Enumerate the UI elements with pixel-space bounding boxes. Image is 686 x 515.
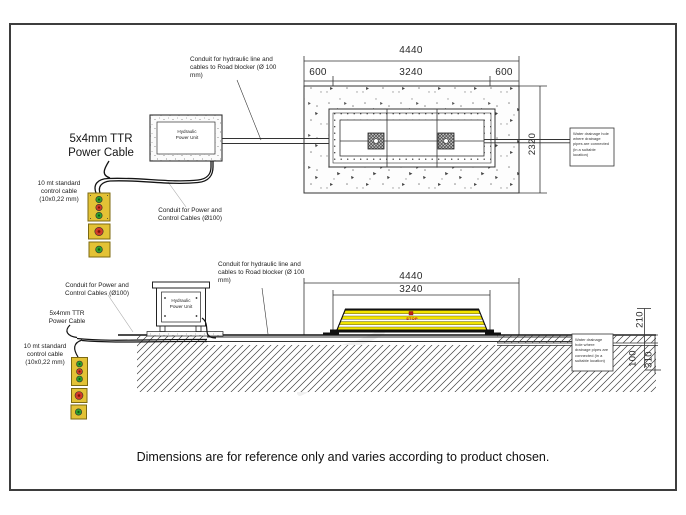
red-button-icon — [77, 369, 83, 375]
green-button-icon — [75, 409, 81, 415]
conduit-hydraulic-label-elev: Conduit for hydraulic line and cables to Road blocker (Ø 100 mm) — [218, 261, 305, 284]
control-panel-plan — [88, 193, 110, 257]
elev-dim-height-above-ground: 210 — [634, 311, 646, 328]
green-button-icon — [77, 376, 83, 382]
power-cable-label-plan: 5x4mm TTR Power Cable — [68, 133, 134, 159]
plan-dim-right-offset: 600 — [495, 67, 513, 78]
plan-dim-depth: 2320 — [527, 132, 538, 156]
stop-sign-icon — [409, 312, 413, 316]
green-button-icon — [96, 212, 102, 218]
elev-dim-depth-upper: 100 — [627, 350, 639, 367]
drainage-note-plan: Water drainage hole where drainage pipes are connected (in a suitable location) — [573, 131, 610, 157]
elev-dim-total-width: 4440 — [399, 271, 423, 282]
power-cable-label-elev: 5x4mm TTR Power Cable — [48, 310, 86, 325]
conduit-hydraulic-label-plan: Conduit for hydraulic line and cables to Road blocker (Ø 100 mm) — [190, 56, 277, 79]
drainage-note-elev: Water drainage hole where drainage pipes are connected (in a suitable location) — [575, 337, 609, 363]
control-cable-label-plan: 10 mt standard control cable (10x0,22 mm) — [37, 180, 81, 203]
anchor-plate-icon — [438, 133, 454, 149]
green-button-icon — [96, 196, 102, 202]
conduit-power-label-elev: Conduit for Power and Control Cables (Ø100) — [65, 282, 129, 297]
green-button-icon — [77, 361, 83, 367]
plan-dim-left-offset: 600 — [309, 67, 327, 78]
control-panel-elevation — [71, 358, 88, 420]
road-blocker-plan — [329, 109, 495, 167]
stop-label: STOP — [406, 316, 418, 321]
conduit-power-label-plan: Conduit for Power and Control Cables (Ø100) — [158, 207, 222, 222]
red-button-icon — [96, 204, 102, 210]
green-button-icon — [96, 246, 103, 253]
hpu-label-elev: Hydraulic Power Unit — [169, 298, 193, 309]
plan-dim-blocker-width: 3240 — [399, 67, 423, 78]
control-cable-label-elev: 10 mt standard control cable (10x0,22 mm) — [23, 343, 67, 366]
anchor-plate-icon — [368, 133, 384, 149]
road-blocker-elevation — [323, 309, 501, 336]
emergency-stop-button-icon — [95, 227, 103, 235]
elev-dim-blocker-width: 3240 — [399, 284, 423, 295]
reference-caption: Dimensions are for reference only and varies according to product chosen. — [136, 450, 550, 464]
hpu-label-plan: Hydraulic Power Unit — [175, 129, 199, 140]
emergency-stop-button-icon — [75, 392, 83, 400]
plan-dim-total-width: 4440 — [399, 45, 423, 56]
elev-dim-depth-total: 310 — [643, 351, 655, 368]
